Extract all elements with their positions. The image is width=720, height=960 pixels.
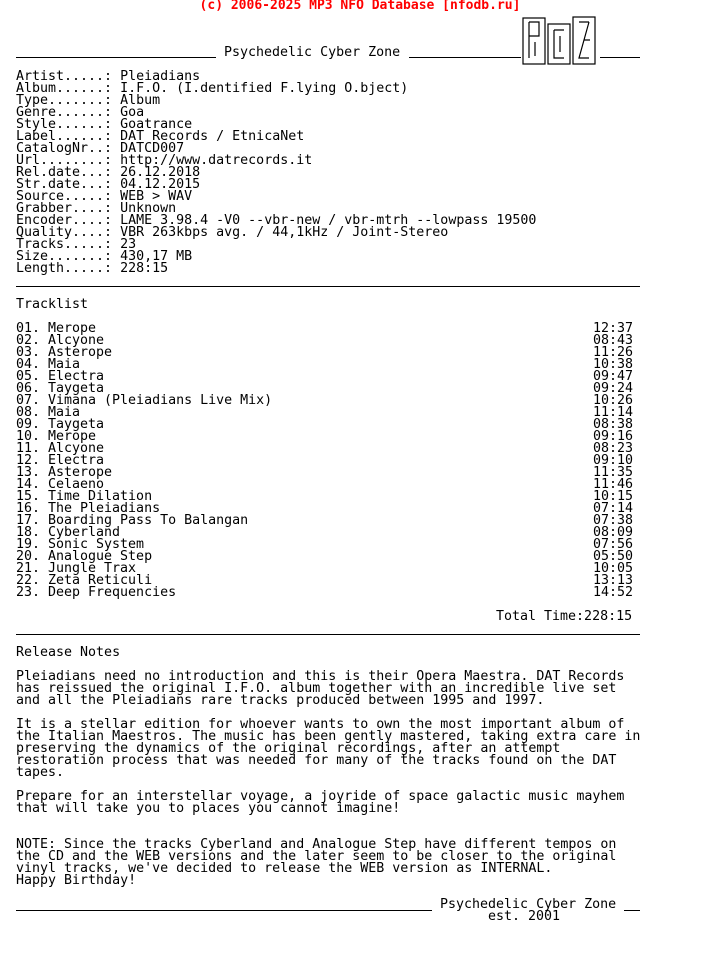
track-row <box>16 431 633 443</box>
track-title: Celaeno <box>48 477 105 492</box>
info-key: Artist.....: <box>16 69 113 84</box>
track-row <box>16 587 633 599</box>
info-key: Length.....: <box>16 261 113 276</box>
track-number: 21. <box>16 561 41 576</box>
track-duration: 11:26 <box>592 345 633 360</box>
info-value: 26.12.2018 <box>120 165 201 180</box>
info-key: Str.date...: <box>16 177 113 192</box>
info-key: Label......: <box>16 129 113 144</box>
header-group-name: Psychedelic Cyber Zone <box>224 45 401 60</box>
footer-left-rule <box>16 910 432 911</box>
note-line: NOTE: Since the tracks Cyberland and Analogue Step have different tempos on <box>16 837 617 852</box>
track-row <box>16 395 633 407</box>
info-value: Unknown <box>120 201 177 216</box>
tracklist-heading: Tracklist <box>16 297 89 312</box>
track-number: 01. <box>16 321 41 336</box>
track-title: Vimana (Pleiadians Live Mix) <box>48 393 273 408</box>
info-value: 430,17 MB <box>120 249 193 264</box>
track-duration: 08:09 <box>592 525 633 540</box>
track-duration: 11:35 <box>592 465 633 480</box>
info-key: CatalogNr..: <box>16 141 113 156</box>
track-title: Merope <box>48 429 97 444</box>
track-title: Zeta Reticuli <box>48 573 153 588</box>
info-value: WEB > WAV <box>120 189 193 204</box>
info-value: Pleiadians <box>120 69 201 84</box>
track-title: Jungle Trax <box>48 561 137 576</box>
track-duration: 10:26 <box>592 393 633 408</box>
note-line: tapes. <box>16 765 65 780</box>
track-title: Alcyone <box>48 441 105 456</box>
track-number: 19. <box>16 537 41 552</box>
track-duration: 10:38 <box>592 357 633 372</box>
track-number: 07. <box>16 393 41 408</box>
info-row <box>16 263 168 275</box>
info-value: 04.12.2015 <box>120 177 201 192</box>
note-line: the Italian Maestros. The music has been gently mastered, taking extra care in <box>16 729 641 744</box>
header-left-rule <box>16 57 216 58</box>
note-line: preserving the dynamics of the original recordings, after an attempt <box>16 741 561 756</box>
track-number: 03. <box>16 345 41 360</box>
track-title: Maia <box>48 405 81 420</box>
info-key: Size.......: <box>16 249 113 264</box>
info-key: Album......: <box>16 81 113 96</box>
track-duration: 11:46 <box>592 477 633 492</box>
track-number: 15. <box>16 489 41 504</box>
track-number: 22. <box>16 573 41 588</box>
info-key: Encoder....: <box>16 213 113 228</box>
header-middle-rule <box>409 57 521 58</box>
copyright-banner: (c) 2006-2025 MP3 NFO Database [nfodb.ru] <box>199 0 521 13</box>
info-value: Album <box>120 93 161 108</box>
info-value: Goatrance <box>120 117 193 132</box>
release-notes-heading: Release Notes <box>16 645 121 660</box>
track-duration: 05:50 <box>592 549 633 564</box>
track-number: 08. <box>16 405 41 420</box>
track-row <box>16 347 633 359</box>
track-number: 11. <box>16 441 41 456</box>
note-line: Pleiadians need no introduction and this is their Opera Maestra. DAT Records <box>16 669 625 684</box>
track-duration: 07:38 <box>592 513 633 528</box>
track-number: 14. <box>16 477 41 492</box>
track-duration: 09:10 <box>592 453 633 468</box>
track-row <box>16 467 633 479</box>
track-row <box>16 371 633 383</box>
track-duration: 11:14 <box>592 405 633 420</box>
track-number: 18. <box>16 525 41 540</box>
divider-2 <box>16 634 640 635</box>
track-duration: 09:24 <box>592 381 633 396</box>
info-key: Tracks.....: <box>16 237 113 252</box>
track-number: 05. <box>16 369 41 384</box>
track-duration: 07:14 <box>592 501 633 516</box>
track-row <box>16 359 633 371</box>
note-line: restoration process that was needed for many of the tracks found on the DAT <box>16 753 617 768</box>
note-line: Prepare for an interstellar voyage, a joyride of space galactic music mayhem <box>16 789 625 804</box>
track-title: Taygeta <box>48 417 105 432</box>
note-line: the CD and the WEB versions and the later seem to be closer to the original <box>16 849 617 864</box>
note-line: vinyl tracks, we've decided to release the WEB version as INTERNAL. <box>16 861 553 876</box>
note-line: Happy Birthday! <box>16 873 137 888</box>
track-number: 04. <box>16 357 41 372</box>
info-value: DAT Records / EtnicaNet <box>120 129 305 144</box>
track-title: Electra <box>48 369 105 384</box>
info-value: I.F.O. (I.dentified F.lying O.bject) <box>120 81 409 96</box>
group-logo <box>522 16 598 66</box>
track-duration: 07:56 <box>592 537 633 552</box>
track-number: 20. <box>16 549 41 564</box>
track-duration: 08:43 <box>592 333 633 348</box>
info-key: Genre......: <box>16 105 113 120</box>
track-title: Sonic System <box>48 537 145 552</box>
header-right-rule <box>600 57 640 58</box>
info-key: Source.....: <box>16 189 113 204</box>
track-row <box>16 407 633 419</box>
track-title: The Pleiadians <box>48 501 161 516</box>
track-number: 12. <box>16 453 41 468</box>
info-value: LAME 3.98.4 -V0 --vbr-new / vbr-mtrh --lowpass 19500 <box>120 213 537 228</box>
track-number: 17. <box>16 513 41 528</box>
track-duration: 14:52 <box>592 585 633 600</box>
track-title: Electra <box>48 453 105 468</box>
track-title: Deep Frequencies <box>48 585 177 600</box>
total-time: Total Time:228:15 <box>496 609 633 624</box>
note-line: that will take you to places you cannot imagine! <box>16 801 401 816</box>
info-key: Style......: <box>16 117 113 132</box>
track-number: 23. <box>16 585 41 600</box>
info-key: Quality....: <box>16 225 113 240</box>
track-duration: 08:38 <box>592 417 633 432</box>
track-duration: 08:23 <box>592 441 633 456</box>
track-number: 02. <box>16 333 41 348</box>
track-number: 16. <box>16 501 41 516</box>
track-number: 09. <box>16 417 41 432</box>
track-title: Analogue Step <box>48 549 153 564</box>
track-row <box>16 323 633 335</box>
track-duration: 10:05 <box>592 561 633 576</box>
track-title: Merope <box>48 321 97 336</box>
track-title: Alcyone <box>48 333 105 348</box>
track-number: 10. <box>16 429 41 444</box>
track-title: Boarding Pass To Balangan <box>48 513 249 528</box>
track-duration: 13:13 <box>592 573 633 588</box>
track-duration: 09:16 <box>592 429 633 444</box>
info-key: Grabber....: <box>16 201 113 216</box>
footer-established: est. 2001 <box>488 909 561 924</box>
track-title: Maia <box>48 357 81 372</box>
track-row <box>16 443 633 455</box>
track-duration: 10:15 <box>592 489 633 504</box>
footer-right-rule <box>624 910 640 911</box>
info-value: 228:15 <box>120 261 169 276</box>
track-number: 13. <box>16 465 41 480</box>
track-number: 06. <box>16 381 41 396</box>
track-title: Asterope <box>48 465 113 480</box>
note-line: and all the Pleiadians rare tracks produced between 1995 and 1997. <box>16 693 545 708</box>
track-duration: 09:47 <box>592 369 633 384</box>
info-key: Url........: <box>16 153 113 168</box>
footer-group-name: Psychedelic Cyber Zone <box>440 897 617 912</box>
info-key: Rel.date...: <box>16 165 113 180</box>
note-line: It is a stellar edition for whoever wants to own the most important album of <box>16 717 625 732</box>
track-title: Time Dilation <box>48 489 153 504</box>
info-value: VBR 263kbps avg. / 44,1kHz / Joint-Stereo <box>120 225 449 240</box>
info-value: 23 <box>120 237 137 252</box>
logo-graphic <box>522 16 598 66</box>
track-title: Taygeta <box>48 381 105 396</box>
track-title: Asterope <box>48 345 113 360</box>
info-value: http://www.datrecords.it <box>120 153 313 168</box>
divider-1 <box>16 286 640 287</box>
info-key: Type.......: <box>16 93 113 108</box>
track-duration: 12:37 <box>592 321 633 336</box>
track-row <box>16 419 633 431</box>
info-value: DATCD007 <box>120 141 185 156</box>
track-title: Cyberland <box>48 525 121 540</box>
info-value: Goa <box>120 105 145 120</box>
note-line: has reissued the original I.F.O. album together with an incredible live set <box>16 681 617 696</box>
